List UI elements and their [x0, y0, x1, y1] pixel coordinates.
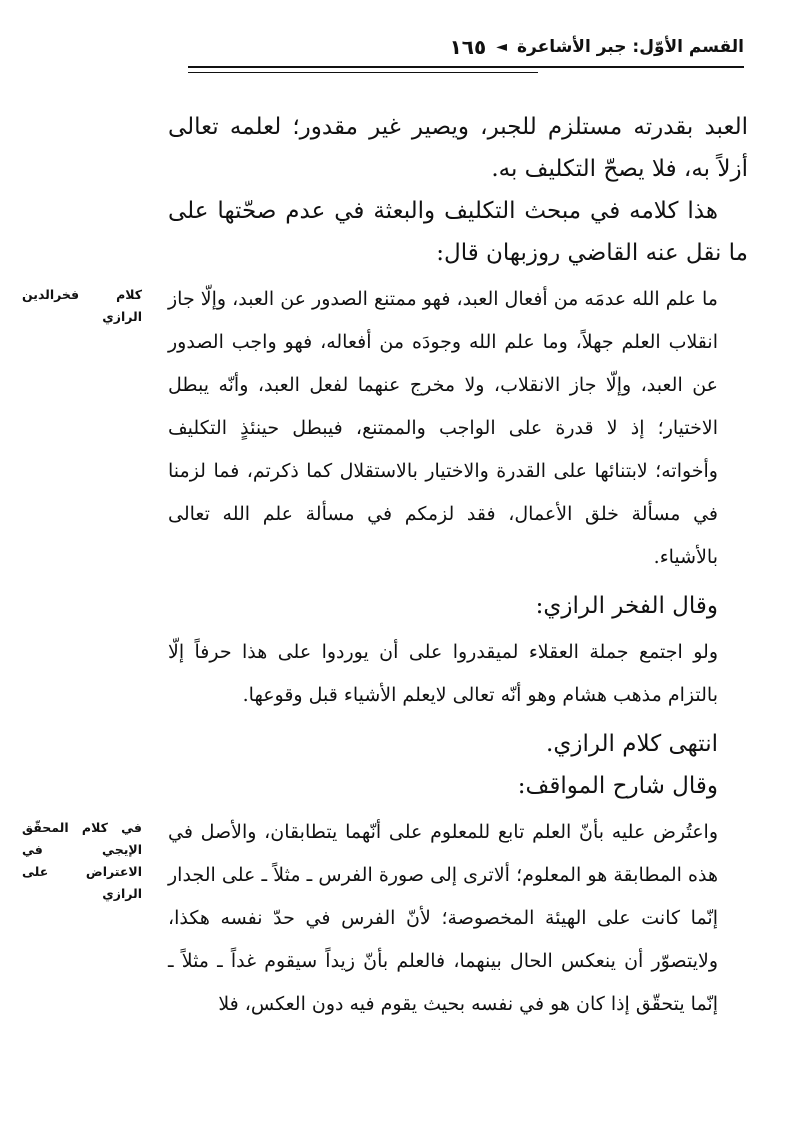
quote-block-sharih: [22, 811, 748, 1026]
quote-sharih: واعتُرض عليه بأنّ العلم تابع للمعلوم على أنّهما يتطابقان، والأصل في هذه المطابقة هو المعلوم؛ ألاترى إلى صورة الفرس ـ مثلاً ـ على الجدار إنّما كانت على الهيئة المخصوصة؛ لأنّ الفرس في حدّ نفسه هكذا، ولايتصوّر أن ينعكس الحال بينهما، فالعلم بأنّ زيداً سيقوم غداً ـ مثلاً ـ إنّما يتحقّق إذا كان هو في نفسه بحيث يقوم فيه دون العكس، فلا: [168, 821, 718, 1015]
main-text: [22, 106, 748, 1032]
running-header: [184, 34, 744, 60]
paragraph-sharih-intro: وقال شارح المواقف:: [517, 773, 718, 799]
paragraph-continuation: العبد بقدرته مستلزم للجبر، ويصير غير مقدور؛ لعلمه تعالى أزلاً به، فلا يصحّ التكليف به.: [168, 114, 748, 182]
header-rule-thin: [188, 72, 538, 73]
paragraph-end-razi: انتهى كلام الرازي.: [546, 731, 718, 757]
header-arrow-icon: ◄: [496, 39, 507, 55]
page-number: ١٦٥: [449, 35, 487, 59]
header-title: القسم الأوّل: جبر الأشاعرة: [516, 37, 744, 57]
margin-note-razi: كلام فخرالدين الرازي: [22, 287, 142, 324]
header-rule-thick: [188, 66, 744, 68]
margin-note-iji: في كلام المحقّق الإيجي في الاعتراض على الرازي: [22, 820, 142, 901]
quote-razi: ولو اجتمع جملة العقلاء لميقدروا على أن يوردوا على هذا حرفاً إلّا بالتزام مذهب هشام وهو أنّه تعالى لايعلم الأشياء قبل وقوعها.: [168, 641, 718, 706]
paragraph-intro-quote: هذا كلامه في مبحث التكليف والبعثة في عدم صحّتها على ما نقل عنه القاضي روزبهان قال:: [168, 198, 748, 266]
paragraph-razi-intro: وقال الفخر الرازي:: [535, 593, 718, 619]
quote-rozbihan: ما علم الله عدمَه من أفعال العبد، فهو ممتنع الصدور عن العبد، وإلّا جاز انقلاب العلم جهلاً، وما علم الله وجودَه من أفعاله، فهو واجب الصدور عن العبد، وإلّا جاز الانقلاب، ولا مخرج عنهما لفعل العبد، وأنّه يبطل الاختيار؛ إذ لا قدرة على الواجب والممتنع، فيبطل حينئذٍ التكليف وأخواته؛ لابتنائها على القدرة والاختيار بالاستقلال كما ذكرتم، فما لزمنا في مسألة خلق الأعمال، فقد لزمكم في مسألة علم الله تعالى بالأشياء.: [168, 288, 718, 568]
quote-block-rozbihan: [22, 278, 748, 579]
